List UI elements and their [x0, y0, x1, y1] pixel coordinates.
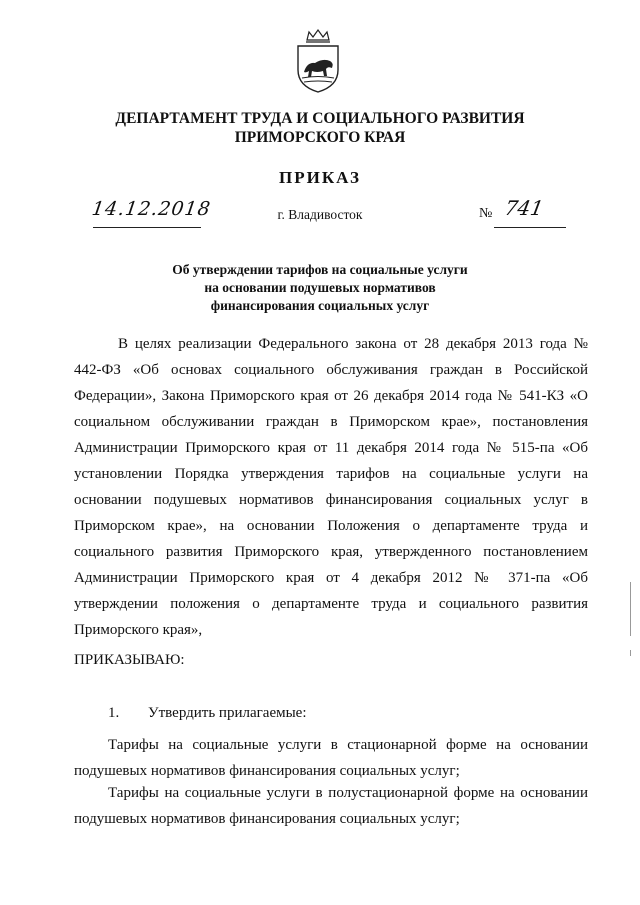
- list-item: [108, 705, 307, 722]
- handwritten-number: 741: [502, 196, 546, 220]
- subject-line1: Об утверждении тарифов на социальные услуги: [172, 262, 468, 277]
- city: г. Владивосток: [277, 207, 363, 222]
- order-word: ПРИКАЗЫВАЮ:: [74, 652, 185, 668]
- sub-item-paragraph: Тарифы на социальные услуги в полустационарной форме на основании подушевых нормативов финансирования социальных услуг;: [74, 785, 588, 827]
- document-subject: [120, 261, 520, 315]
- document-type: ПРИКАЗ: [279, 168, 361, 187]
- sub-item-paragraph: Тарифы на социальные услуги в стационарной форме на основании подушевых нормативов финансирования социальных услуг;: [74, 737, 588, 779]
- department-line1: ДЕПАРТАМЕНТ ТРУДА И СОЦИАЛЬНОГО РАЗВИТИЯ: [115, 110, 525, 127]
- department-line2: ПРИМОРСКОГО КРАЯ: [234, 129, 406, 146]
- subject-line2: на основании подушевых нормативов: [204, 280, 436, 295]
- scan-margin-mark: [630, 650, 631, 656]
- coat-of-arms-tiger-icon: [293, 28, 343, 94]
- item-text: Утвердить прилагаемые:: [148, 705, 307, 721]
- department-title: [60, 109, 580, 147]
- scan-margin-mark: [630, 582, 631, 636]
- handwritten-date: 14.12.2018: [90, 198, 213, 220]
- subject-line3: финансирования социальных услуг: [210, 298, 430, 313]
- number-sign: №: [479, 206, 493, 221]
- item-number: 1.: [108, 705, 120, 721]
- preamble-paragraph: В целях реализации Федерального закона от 28 декабря 2013 года № 442-ФЗ «Об основах социального обслуживания граждан в Российской Федерации», Закона Приморского края от 26 декабря 2014 года № 541-КЗ «О социальном обслуживании граждан в Приморском крае», постановления Администрации Приморского края от 11 декабря 2014 года № 515-па «Об установлении Порядка утверждения тарифов на социальные услуги на основании подушевых нормативов финансирования социальных услуг в Приморском крае», на основании Положения о департаменте труда и социального развития Приморского края, утвержденного постановлением Администрации Приморского края от 4 декабря 2012 № 371-па «Об утверждении положения о департаменте труда и социального развития Приморского края»,: [74, 336, 588, 638]
